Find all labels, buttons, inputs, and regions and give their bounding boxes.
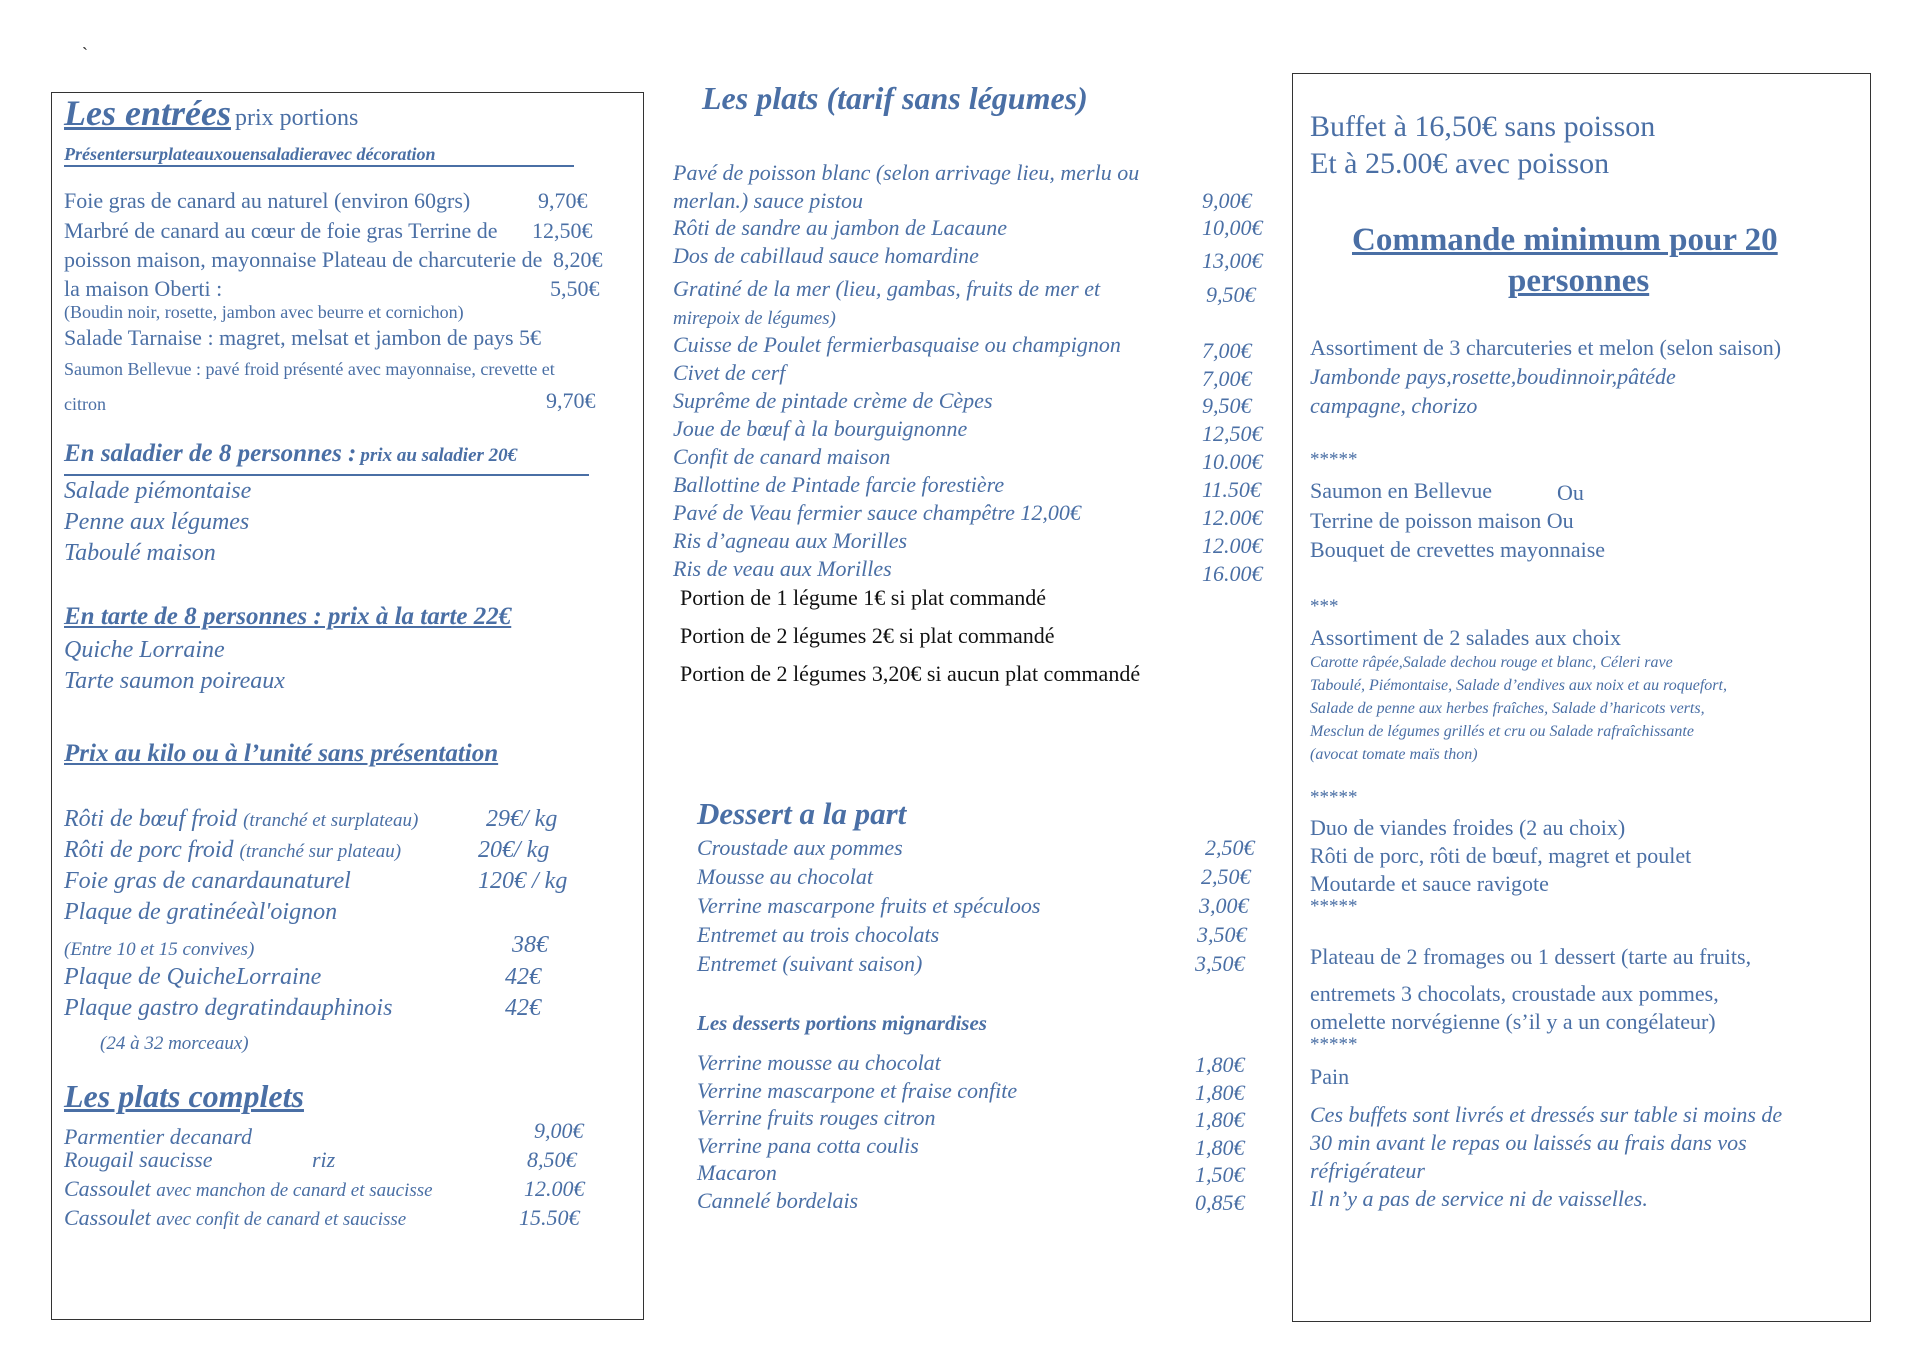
assort-line-2: Jambonde pays,rosette,boudinnoir,pâtéde (1310, 364, 1676, 389)
stars-2: *** (1310, 596, 1339, 617)
plateau-line-3: omelette norvégienne (s’il y a un congélateur) (1310, 1009, 1716, 1034)
buffet-note-line: Ces buffets sont livrés et dressés sur table si moins de (1310, 1102, 1783, 1127)
complets-row-3-name: Cassoulet (64, 1176, 151, 1201)
dessert-title: Dessert a la part (697, 796, 907, 831)
plat-name: mirepoix de légumes) (673, 308, 836, 329)
entrees-heading (64, 92, 358, 134)
salades-line: Carotte râpée,Salade dechou rouge et blanc, Céleri rave (1310, 654, 1673, 671)
tarte-item-2: Tarte saumon poireaux (64, 668, 285, 694)
mignardise-price: 1,50€ (1195, 1162, 1245, 1187)
assort-line-3: campagne, chorizo (1310, 393, 1478, 418)
legume-line-2: Portion de 2 légumes 2€ si plat commandé (680, 623, 1055, 648)
complets-row-4 (64, 1205, 406, 1231)
mignardise-name: Macaron (697, 1160, 777, 1185)
entree-price-1: 9,70€ (538, 188, 588, 213)
commande-line-1: Commande minimum pour 20 (1352, 222, 1778, 258)
terrine-line: Terrine de poisson maison Ou (1310, 508, 1574, 533)
complets-row-4-note: avec confit de canard et saucisse (156, 1209, 407, 1230)
mignardise-name: Verrine fruits rouges citron (697, 1105, 936, 1130)
mignardises-title: Les desserts portions mignardises (697, 1011, 987, 1035)
plat-name: Confit de canard maison (673, 444, 891, 469)
dessert-price: 2,50€ (1205, 835, 1255, 860)
plat-name: Civet de cerf (673, 360, 786, 385)
entree-line-4: la maison Oberti : (64, 276, 223, 301)
salades-line: Mesclun de légumes grillés et cru ou Salade rafraîchissante (1310, 723, 1694, 740)
buffet-note-line: réfrigérateur (1310, 1158, 1425, 1183)
kilo-row-1-note: (tranché et surplateau) (243, 810, 419, 831)
entrees-note: Présentersurplateauxouensaladieravec décoration (64, 144, 436, 164)
plat-name: Suprême de pintade crème de Cèpes (673, 388, 993, 413)
mignardise-name: Cannelé bordelais (697, 1188, 859, 1213)
mignardise-price: 1,80€ (1195, 1052, 1245, 1077)
duo-line-2: Rôti de porc, rôti de bœuf, magret et poulet (1310, 843, 1692, 868)
dessert-name: Verrine mascarpone fruits et spéculoos (697, 893, 1041, 918)
stars-3: ***** (1310, 787, 1358, 808)
complets-row-1: Parmentier decanard (64, 1124, 252, 1149)
kilo-row-4: Plaque de gratinéeàl'oignon (64, 899, 338, 925)
bouquet-line: Bouquet de crevettes mayonnaise (1310, 537, 1606, 562)
kilo-row-2-name: Rôti de porc froid (64, 837, 234, 863)
plat-price: 12,50€ (1202, 421, 1263, 446)
kilo-row-2-note: (tranché sur plateau) (239, 841, 402, 862)
assort-line-1: Assortiment de 3 charcuteries et melon (selon saison) (1310, 335, 1782, 360)
kilo-row-2-price: 20€/ kg (478, 837, 550, 863)
kilo-row-6-price: 42€ (505, 964, 541, 990)
legume-line-1: Portion de 1 légume 1€ si plat commandé (680, 585, 1046, 610)
saladier-item-3: Taboulé maison (64, 540, 216, 566)
kilo-row-1 (64, 806, 418, 833)
dessert-price: 3,00€ (1199, 893, 1249, 918)
complets-title: Les plats complets (64, 1078, 304, 1114)
plat-name: Cuisse de Poulet fermierbasquaise ou champignon (673, 332, 1121, 357)
entree-price-2: 12,50€ (532, 218, 593, 243)
tarte-item-1: Quiche Lorraine (64, 637, 225, 663)
entree-line-8: citron (64, 394, 106, 414)
tarte-title: En tarte de 8 personnes : prix à la tarte 22€ (64, 603, 512, 630)
kilo-row-7-price: 42€ (505, 995, 541, 1021)
saladier-title: En saladier de 8 personnes : (64, 440, 357, 467)
entrees-subtitle: prix portions (234, 105, 359, 131)
kilo-title: Prix au kilo ou à l’unité sans présentation (64, 740, 499, 767)
saladier-item-2: Penne aux légumes (64, 509, 250, 535)
salades-title: Assortiment de 2 salades aux choix (1310, 625, 1621, 650)
plateau-line-1: Plateau de 2 fromages ou 1 dessert (tarte au fruits, (1310, 944, 1752, 969)
saladier-item-1: Salade piémontaise (64, 478, 252, 504)
complets-row-2-price: 8,50€ (527, 1147, 577, 1172)
kilo-row-1-price: 29€/ kg (486, 806, 558, 832)
plat-price: 13,00€ (1202, 248, 1263, 273)
duo-line-3: Moutarde et sauce ravigote (1310, 871, 1549, 896)
plat-name: Joue de bœuf à la bourguignonne (673, 416, 968, 441)
complets-row-1-price: 9,00€ (534, 1118, 584, 1143)
dessert-name: Entremet au trois chocolats (697, 922, 940, 947)
kilo-row-2 (64, 837, 401, 864)
entree-line-3: poisson maison, mayonnaise Plateau de charcuterie de (64, 247, 543, 272)
commande-line-2: personnes (1508, 263, 1650, 299)
buffet-note-line: Il n’y a pas de service ni de vaisselles. (1310, 1186, 1648, 1211)
plat-name: merlan.) sauce pistou (673, 188, 864, 213)
complets-row-4-price: 15.50€ (519, 1205, 580, 1230)
kilo-row-3-price: 120€ / kg (478, 868, 568, 894)
plat-price: 11.50€ (1202, 477, 1261, 502)
plat-name: Ris d’agneau aux Morilles (673, 528, 908, 553)
mignardise-name: Verrine mascarpone et fraise confite (697, 1078, 1018, 1103)
plat-name: Gratiné de la mer (lieu, gambas, fruits de mer et (673, 276, 1101, 301)
entree-line-7: Saumon Bellevue : pavé froid présenté avec mayonnaise, crevette et (64, 359, 555, 379)
dessert-name: Croustade aux pommes (697, 835, 903, 860)
kilo-row-5-price: 38€ (512, 932, 548, 958)
plat-price: 10,00€ (1202, 215, 1263, 240)
duo-line-1: Duo de viandes froides (2 au choix) (1310, 815, 1626, 840)
salades-line: Salade de penne aux herbes fraîches, Salade d’haricots verts, (1310, 700, 1705, 717)
complets-row-2-extra: riz (312, 1147, 336, 1172)
entree-price-3: 8,20€ (553, 247, 603, 272)
dessert-price: 2,50€ (1201, 864, 1251, 889)
entrees-title: Les entrées (64, 93, 231, 133)
stars-1: ***** (1310, 449, 1358, 470)
saladier-underline (64, 474, 589, 476)
plat-price: 9,00€ (1202, 188, 1252, 213)
salades-line: Taboulé, Piémontaise, Salade d’endives aux noix et au roquefort, (1310, 677, 1727, 694)
plat-price: 9,50€ (1206, 282, 1256, 307)
complets-row-3-note: avec manchon de canard et saucisse (156, 1180, 433, 1201)
pain-line: Pain (1310, 1064, 1350, 1089)
entree-price-4: 5,50€ (550, 276, 600, 301)
plat-price: 7,00€ (1202, 338, 1252, 363)
plat-price: 9,50€ (1202, 393, 1252, 418)
stars-5: ***** (1310, 1034, 1358, 1055)
complets-row-3-price: 12.00€ (524, 1176, 585, 1201)
plat-name: Dos de cabillaud sauce homardine (673, 243, 979, 268)
plat-price: 12.00€ (1202, 533, 1263, 558)
dessert-price: 3,50€ (1197, 922, 1247, 947)
saumon-line: Saumon en Bellevue (1310, 478, 1493, 503)
mignardise-price: 1,80€ (1195, 1135, 1245, 1160)
saladier-title-small: prix au saladier 20€ (360, 445, 518, 466)
ou-text: Ou (1557, 480, 1584, 505)
plat-price: 12.00€ (1202, 505, 1263, 530)
dessert-name: Entremet (suivant saison) (697, 951, 923, 976)
buffet-note-line: 30 min avant le repas ou laissés au frais dans vos (1310, 1130, 1747, 1155)
entree-line-6: Salade Tarnaise : magret, melsat et jambon de pays 5€ (64, 325, 542, 350)
kilo-row-6: Plaque de QuicheLorraine (64, 964, 322, 990)
entrees-note-underline (64, 165, 574, 167)
kilo-row-8: (24 à 32 morceaux) (100, 1033, 249, 1054)
entree-line-5: (Boudin noir, rosette, jambon avec beurre et cornichon) (64, 302, 464, 322)
entree-line-2: Marbré de canard au cœur de foie gras Terrine de (64, 218, 498, 243)
plat-name: Ris de veau aux Morilles (673, 556, 892, 581)
complets-row-4-name: Cassoulet (64, 1205, 151, 1230)
plateau-line-2: entremets 3 chocolats, croustade aux pommes, (1310, 981, 1719, 1006)
plats-title: Les plats (tarif sans légumes) (702, 80, 1088, 116)
dessert-name: Mousse au chocolat (697, 864, 873, 889)
plat-price: 16.00€ (1202, 561, 1263, 586)
entree-price-8: 9,70€ (546, 388, 596, 413)
plat-name: Pavé de Veau fermier sauce champêtre 12,00€ (673, 500, 1081, 525)
stray-mark: ` (82, 44, 88, 64)
legume-line-3: Portion de 2 légumes 3,20€ si aucun plat commandé (680, 661, 1141, 686)
plat-name: Ballottine de Pintade farcie forestière (673, 472, 1005, 497)
buffet-line-1: Buffet à 16,50€ sans poisson (1310, 110, 1656, 143)
plat-price: 10.00€ (1202, 449, 1263, 474)
entree-line-1: Foie gras de canard au naturel (environ 60grs) (64, 188, 471, 213)
kilo-row-1-name: Rôti de bœuf froid (64, 806, 238, 832)
kilo-row-3: Foie gras de canardaunaturel (64, 868, 351, 894)
saladier-heading (64, 440, 517, 468)
buffet-line-2: Et à 25.00€ avec poisson (1310, 147, 1610, 180)
plat-price: 7,00€ (1202, 366, 1252, 391)
kilo-row-7: Plaque gastro degratindauphinois (64, 995, 393, 1021)
plat-name: Rôti de sandre au jambon de Lacaune (673, 215, 1008, 240)
mignardise-price: 1,80€ (1195, 1080, 1245, 1105)
kilo-row-5: (Entre 10 et 15 convives) (64, 939, 255, 960)
dessert-price: 3,50€ (1195, 951, 1245, 976)
complets-row-3 (64, 1176, 433, 1202)
complets-row-2: Rougail saucisse (64, 1147, 213, 1172)
mignardise-price: 1,80€ (1195, 1107, 1245, 1132)
salades-line: (avocat tomate maïs thon) (1310, 746, 1478, 763)
mignardise-name: Verrine pana cotta coulis (697, 1133, 919, 1158)
mignardise-price: 0,85€ (1195, 1190, 1245, 1215)
mignardise-name: Verrine mousse au chocolat (697, 1050, 941, 1075)
stars-4: ***** (1310, 896, 1358, 917)
plat-name: Pavé de poisson blanc (selon arrivage lieu, merlu ou (673, 160, 1140, 185)
